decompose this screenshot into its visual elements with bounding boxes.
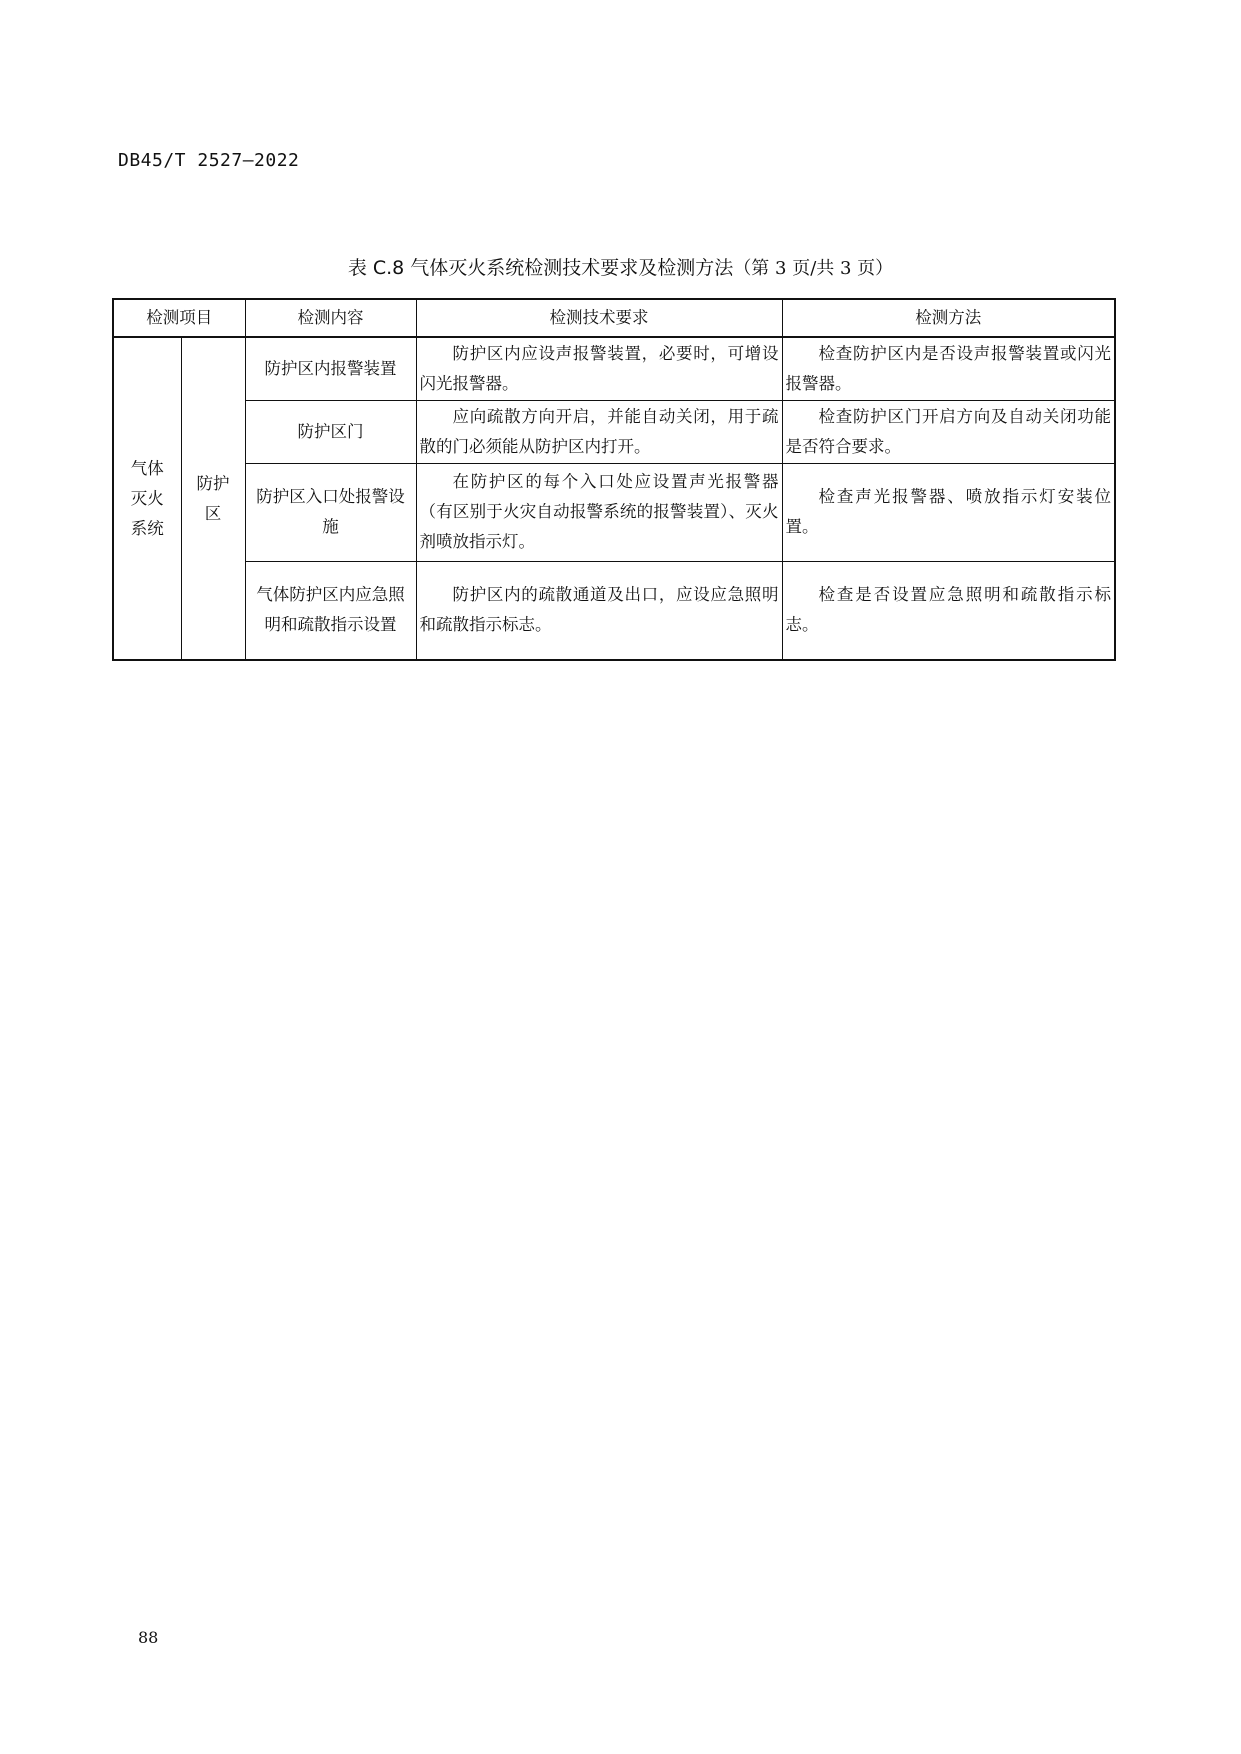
table-title-page-suffix: （第 3 页/共 3 页） — [733, 258, 894, 279]
requirement-cell: 防护区内的疏散通道及出口，应设应急照明和疏散指示标志。 — [416, 561, 782, 660]
method-cell: 检查防护区内是否设声报警装置或闪光报警器。 — [782, 337, 1115, 400]
content-cell: 防护区入口处报警设施 — [245, 463, 416, 561]
table-row — [113, 463, 1115, 561]
requirement-cell: 在防护区的每个入口处应设置声光报警器（有区别于火灾自动报警系统的报警装置）、灭火剂喷放指示灯。 — [416, 463, 782, 561]
table-row — [113, 400, 1115, 463]
method-cell: 检查声光报警器、喷放指示灯安装位置。 — [782, 463, 1115, 561]
table-title-main: 表 C.8 气体灭火系统检测技术要求及检测方法 — [347, 257, 734, 279]
page-number: 88 — [138, 1628, 159, 1647]
table-row — [113, 337, 1115, 400]
content-cell: 气体防护区内应急照明和疏散指示设置 — [245, 561, 416, 660]
group-label-cell — [113, 337, 181, 660]
method-cell: 检查防护区门开启方向及自动关闭功能是否符合要求。 — [782, 400, 1115, 463]
method-cell: 检查是否设置应急照明和疏散指示标志。 — [782, 561, 1115, 660]
table-title — [0, 253, 1241, 280]
header-inspection-item: 检测项目 — [113, 299, 245, 337]
group-label: 气体灭火系统 — [130, 458, 164, 538]
requirement-cell: 防护区内应设声报警装置，必要时，可增设闪光报警器。 — [416, 337, 782, 400]
subgroup-label-cell — [181, 337, 245, 660]
content-cell: 防护区门 — [245, 400, 416, 463]
header-technical-requirement: 检测技术要求 — [416, 299, 782, 337]
subgroup-label: 防护区 — [196, 473, 230, 523]
requirement-cell: 应向疏散方向开启，并能自动关闭，用于疏散的门必须能从防护区内打开。 — [416, 400, 782, 463]
header-inspection-method: 检测方法 — [782, 299, 1115, 337]
content-cell: 防护区内报警装置 — [245, 337, 416, 400]
inspection-table — [112, 298, 1116, 661]
header-inspection-content: 检测内容 — [245, 299, 416, 337]
table-header-row — [113, 299, 1115, 337]
document-code: DB45/T 2527—2022 — [118, 150, 300, 171]
table-row — [113, 561, 1115, 660]
